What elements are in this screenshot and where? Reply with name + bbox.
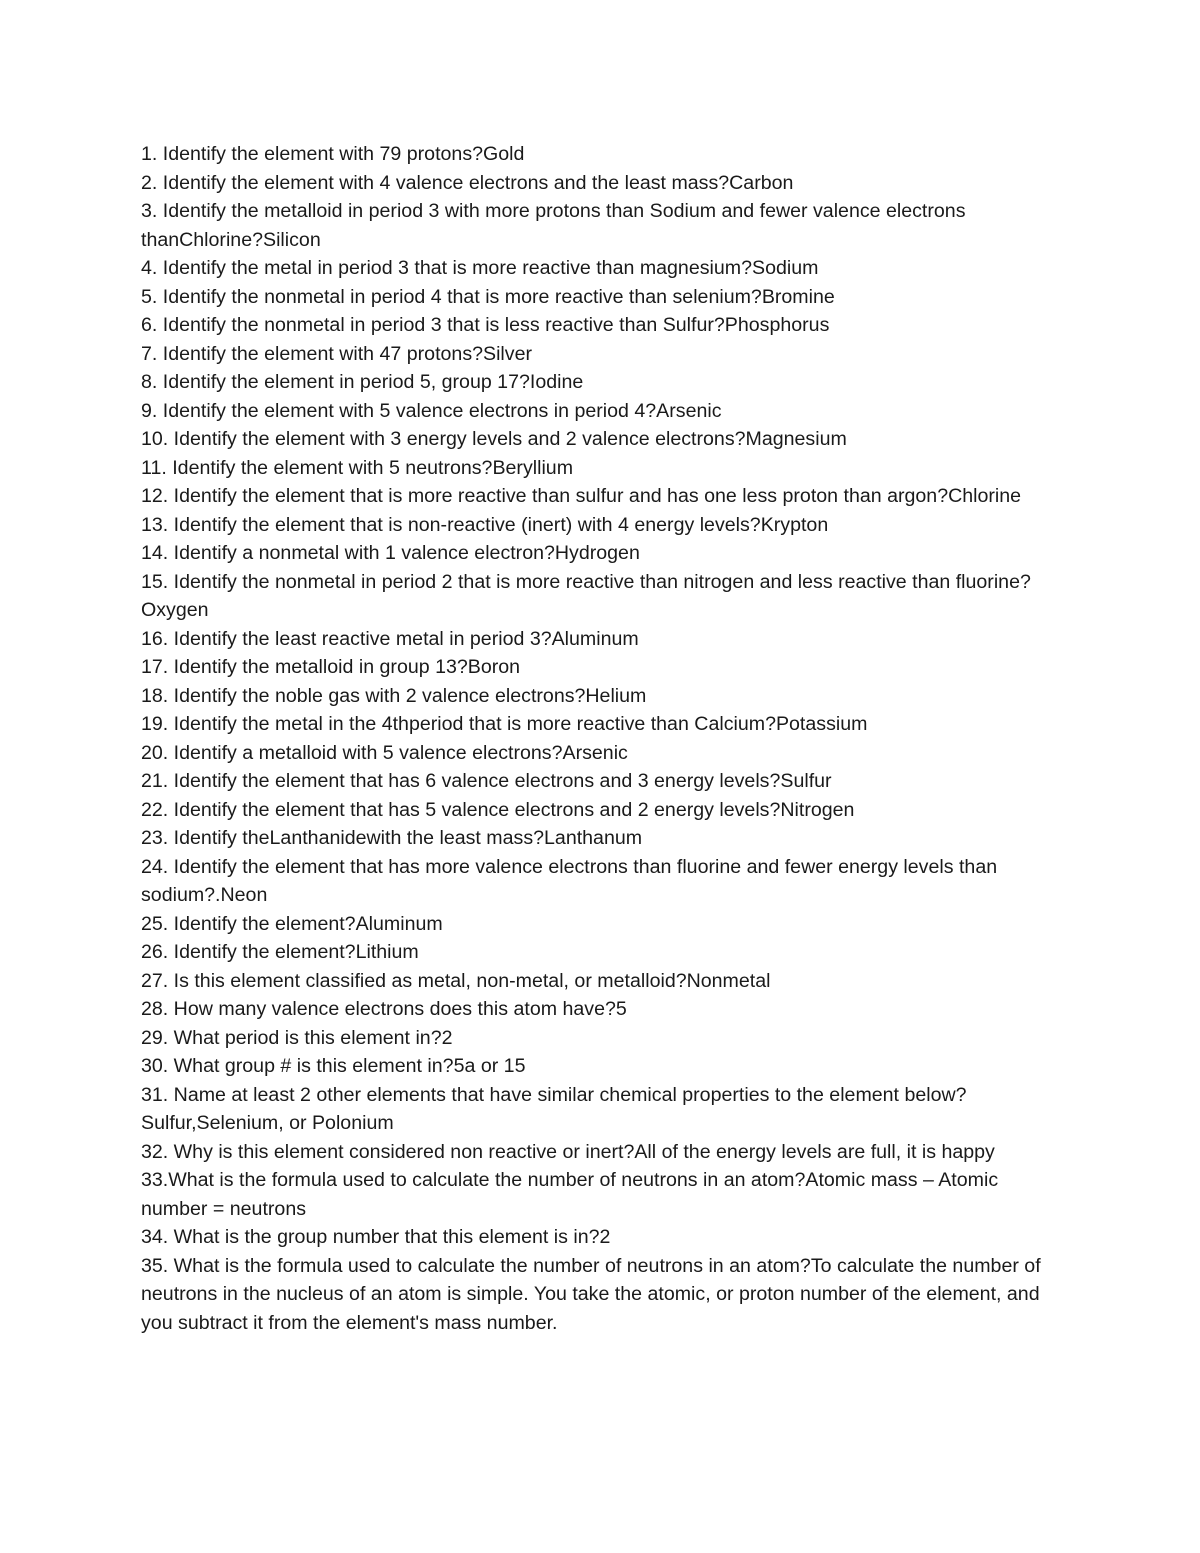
question-item-7: 7. Identify the element with 47 protons?Silver [141,342,533,365]
question-item-13: 13. Identify the element that is non-reactive (inert) with 4 energy levels?Krypton [141,513,829,536]
question-item-21: 21. Identify the element that has 6 valence electrons and 3 energy levels?Sulfur [141,770,832,792]
question-item-19: 19. Identify the metal in the 4thperiod that is more reactive than Calcium?Potassium [141,713,868,735]
question-item-5: 5. Identify the nonmetal in period 4 that is more reactive than selenium?Bromine [141,285,835,308]
question-item-8: 8. Identify the element in period 5, group 17?Iodine [141,371,584,393]
question-list [141,140,1061,1337]
question-item-23: 23. Identify theLanthanidewith the least mass?Lanthanum [141,827,643,849]
question-item-11: 11. Identify the element with 5 neutrons?Beryllium [141,456,574,479]
question-item-28: 28. How many valence electrons does this atom have?5 [141,998,627,1020]
question-item-6: 6. Identify the nonmetal in period 3 that is less reactive than Sulfur?Phosphorus [141,314,830,336]
question-item-14: 14. Identify a nonmetal with 1 valence electron?Hydrogen [141,542,640,564]
question-item-12: 12. Identify the element that is more reactive than sulfur and has one less proton than argon?Chlorine [141,485,1022,507]
question-item-17: 17. Identify the metalloid in group 13?Boron [141,656,521,678]
question-item-29: 29. What period is this element in?2 [141,1026,453,1049]
question-item-1: 1. Identify the element with 79 protons?Gold [141,143,525,165]
question-item-4: 4. Identify the metal in period 3 that is more reactive than magnesium?Sodium [141,257,819,279]
question-item-25: 25. Identify the element?Aluminum [141,912,443,935]
question-item-34: 34. What is the group number that this element is in?2 [141,1226,611,1248]
question-item-27: 27. Is this element classified as metal, non-metal, or metalloid?Nonmetal [141,969,771,992]
question-item-16: 16. Identify the least reactive metal in period 3?Aluminum [141,627,639,650]
question-item-10: 10. Identify the element with 3 energy levels and 2 valence electrons?Magnesium [141,428,847,450]
question-item-2: 2. Identify the element with 4 valence electrons and the least mass?Carbon [141,171,794,194]
question-item-18: 18. Identify the noble gas with 2 valence electrons?Helium [141,684,647,707]
question-item-3: 3. Identify the metalloid in period 3 with more protons than Sodium and fewer valence electrons thanChlorine?Silicon [141,200,966,251]
question-item-35: 35. What is the formula used to calculate the number of neutrons in an atom?To calculate the number of neutrons in the nucleus of an atom is simple. You take the atomic, or proton number of the element, and you subtract it from the element's mass number. [141,1254,1041,1334]
question-item-32: 32. Why is this element considered non reactive or inert?All of the energy levels are full, it is happy [141,1140,995,1163]
question-item-33: 33.What is the formula used to calculate the number of neutrons in an atom?Atomic mass – Atomic number = neutrons [141,1169,999,1220]
question-item-9: 9. Identify the element with 5 valence electrons in period 4?Arsenic [141,399,722,422]
question-item-26: 26. Identify the element?Lithium [141,941,419,963]
question-item-24: 24. Identify the element that has more valence electrons than fluorine and fewer energy levels than sodium?.Neon [141,855,998,906]
question-item-22: 22. Identify the element that has 5 valence electrons and 2 energy levels?Nitrogen [141,798,855,821]
question-item-15: 15. Identify the nonmetal in period 2 that is more reactive than nitrogen and less reactive than fluorine?Oxygen [141,570,1031,621]
question-item-31: 31. Name at least 2 other elements that have similar chemical properties to the element below?Sulfur,Selenium, or Polonium [141,1083,967,1134]
question-item-30: 30. What group # is this element in?5a or 15 [141,1055,526,1077]
question-item-20: 20. Identify a metalloid with 5 valence electrons?Arsenic [141,741,628,764]
